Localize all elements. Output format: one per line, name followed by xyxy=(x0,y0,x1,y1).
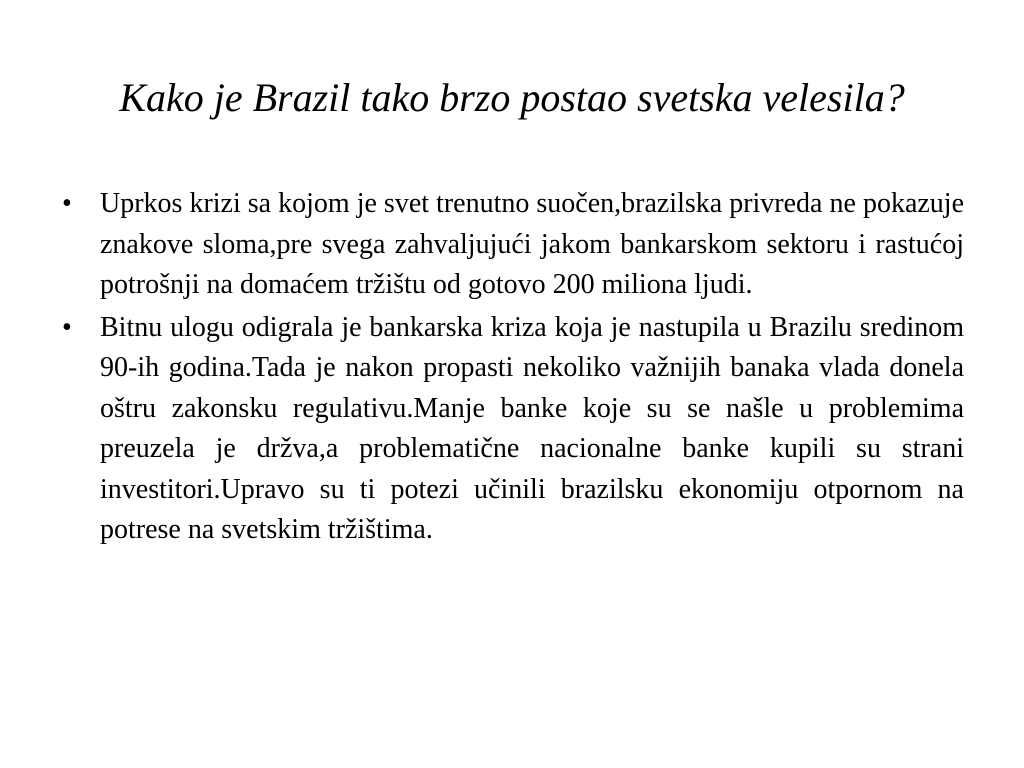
bullet-list xyxy=(62,184,964,553)
bullet-item xyxy=(62,184,964,306)
bullet-item xyxy=(62,308,964,551)
bullet-icon: • xyxy=(62,188,72,219)
bullet-text: Uprkos krizi sa kojom je svet trenutno suočen,brazilska privreda ne pokazuje znakove sloma,pre svega zahvaljujući jakom bankarskom sektoru i rastućoj potrošnji na domaćem tržištu od gotovo 200 miliona ljudi. xyxy=(100,188,964,300)
bullet-text: Bitnu ulogu odigrala je bankarska kriza koja je nastupila u Brazilu sredinom 90-ih godina.Tada je nakon propasti nekoliko važnijih banaka vlada donela oštru zakonsku regulativu.Manje banke koje su se našle u problemima preuzela je držva,a problematične nacionalne banke kupili su strani investitori.Upravo su ti potezi učinili brazilsku ekonomiju otpornom na potrese na svetskim tržištima. xyxy=(100,311,964,545)
slide-title: Kako je Brazil tako brzo postao svetska velesila? xyxy=(119,75,905,120)
bullet-icon: • xyxy=(62,311,72,343)
